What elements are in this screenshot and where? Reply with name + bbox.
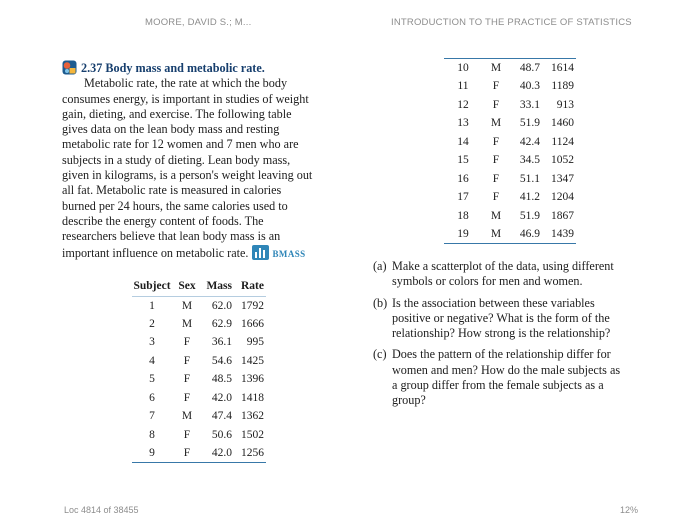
cell-sex: F <box>492 172 500 185</box>
cell-rate: 1425 <box>241 354 264 367</box>
problem-text-line: researchers believe that lean body mass is an <box>62 229 281 244</box>
table-row <box>132 370 266 389</box>
cell-mass: 40.3 <box>519 80 540 93</box>
cell-subject: 3 <box>149 336 155 349</box>
cell-subject: 16 <box>457 172 469 185</box>
problem-text-line: all fat. Metabolic rate is measured in calories <box>62 183 282 198</box>
question-c <box>373 347 653 408</box>
question-label: (c) <box>373 347 387 362</box>
cell-subject: 5 <box>149 373 155 386</box>
cell-mass: 62.0 <box>211 299 232 312</box>
cell-mass: 51.1 <box>519 172 540 185</box>
dataset-link-bmass[interactable]: BMASS <box>272 248 306 259</box>
cell-subject: 18 <box>457 209 469 222</box>
table-row <box>444 188 576 207</box>
question-a <box>373 259 653 290</box>
question-text <box>392 296 610 342</box>
cell-subject: 7 <box>149 410 155 423</box>
cell-subject: 12 <box>457 98 469 111</box>
table-row <box>444 114 576 133</box>
cell-rate: 1204 <box>551 191 574 204</box>
cell-rate: 1418 <box>241 391 264 404</box>
cell-rate: 1052 <box>551 154 574 167</box>
cell-sex: F <box>183 354 191 367</box>
problem-text-line: consumes energy, is important in studies of weight <box>62 91 309 106</box>
cell-sex: F <box>183 373 191 386</box>
cell-mass: 54.6 <box>211 354 232 367</box>
cell-sex: F <box>183 428 191 441</box>
cell-mass: 41.2 <box>519 191 540 204</box>
table-row <box>132 444 266 463</box>
data-table-part-2 <box>444 58 576 244</box>
question-text-line: symbols or colors for men and women. <box>392 274 583 289</box>
table-row <box>132 315 266 334</box>
table-row <box>444 77 576 96</box>
cell-sex: M <box>482 59 510 78</box>
column-header-mass: Mass <box>202 276 232 296</box>
table-row <box>132 426 266 445</box>
cell-sex: M <box>181 410 193 423</box>
table-row <box>444 96 576 115</box>
question-text-line: a group differ from the female subjects as a <box>392 378 604 393</box>
cell-mass: 34.5 <box>519 154 540 167</box>
table-row <box>132 296 266 315</box>
problem-text-last: important influence on metabolic rate. <box>62 245 249 260</box>
question-label: (a) <box>373 259 387 273</box>
cell-rate: 1460 <box>551 117 574 130</box>
exercise-questions <box>373 259 653 415</box>
cell-rate: 1396 <box>241 373 264 386</box>
cell-subject: 15 <box>457 154 469 167</box>
cell-rate: 995 <box>246 336 264 349</box>
cell-sex: M <box>490 117 502 130</box>
table-row <box>444 151 576 170</box>
cell-sex: M <box>482 225 510 244</box>
cell-subject: 9 <box>132 444 172 463</box>
table-row <box>444 207 576 226</box>
question-text-line: relationship? How strong is the relationship? <box>392 326 611 341</box>
problem-text-line: given in kilograms, is a person's weight leaving out <box>62 168 313 183</box>
cell-sex: M <box>181 299 193 312</box>
cell-mass: 46.9 <box>510 225 540 244</box>
question-text-line: women and men? How do the male subjects as <box>392 362 621 377</box>
reading-location: Loc 4814 of 38455 <box>64 505 139 515</box>
cell-subject: 6 <box>149 391 155 404</box>
cell-sex: M <box>490 209 502 222</box>
cell-mass: 48.7 <box>510 59 540 78</box>
cell-subject: 8 <box>149 428 155 441</box>
cell-sex: F <box>492 98 500 111</box>
column-header-subject: Subject <box>132 276 172 296</box>
problem-title: 2.37 Body mass and metabolic rate. <box>81 61 265 75</box>
cell-subject: 1 <box>149 299 155 312</box>
cell-rate: 1124 <box>551 135 574 148</box>
problem-text-line: Metabolic rate, the rate at which the body <box>84 76 288 91</box>
cell-subject: 11 <box>457 80 469 93</box>
cell-rate: 1439 <box>540 225 576 244</box>
cell-subject: 4 <box>149 354 155 367</box>
cell-rate: 1867 <box>551 209 574 222</box>
cell-sex: F <box>492 80 500 93</box>
cell-rate: 1792 <box>241 299 264 312</box>
cell-mass: 42.4 <box>519 135 540 148</box>
problem-text-line: burned per 24 hours, the same calories used to <box>62 198 288 213</box>
cell-mass: 47.4 <box>211 410 232 423</box>
question-label: (b) <box>373 295 388 310</box>
cell-rate: 1347 <box>551 172 574 185</box>
column-header-sex: Sex <box>172 276 202 296</box>
question-text-line: Make a scatterplot of the data, using different <box>392 259 614 273</box>
question-text-line: Does the pattern of the relationship differ for <box>392 347 611 362</box>
table-row <box>132 352 266 371</box>
table-row <box>444 133 576 152</box>
cell-subject: 10 <box>444 59 482 78</box>
question-b <box>373 296 653 342</box>
cell-rate: 1256 <box>232 444 266 463</box>
table-row <box>132 389 266 408</box>
question-text-line: positive or negative? What is the form of the <box>392 310 610 325</box>
cell-rate: 913 <box>556 98 574 111</box>
table-header-row <box>132 276 266 296</box>
cell-mass: 42.0 <box>202 444 232 463</box>
problem-text-line: metabolic rate for 12 women and 7 men who are <box>62 137 299 152</box>
question-text-line: Is the association between these variables <box>392 295 595 310</box>
cell-mass: 51.9 <box>519 117 540 130</box>
table-row <box>132 333 266 352</box>
cell-mass: 33.1 <box>519 98 540 111</box>
question-text <box>392 347 620 408</box>
data-table-part-1 <box>132 276 266 463</box>
cell-sex: F <box>172 444 202 463</box>
question-text-line: group? <box>392 393 426 408</box>
cell-subject: 13 <box>457 117 469 130</box>
table-row <box>444 225 576 244</box>
cell-sex: F <box>183 391 191 404</box>
cell-sex: F <box>492 135 500 148</box>
problem-text-line: describe the energy content of foods. The <box>62 213 264 228</box>
column-header-rate: Rate <box>232 276 266 296</box>
problem-text-line-last <box>62 245 344 262</box>
reading-progress-percent: 12% <box>619 505 638 515</box>
cell-mass: 51.9 <box>519 209 540 222</box>
cell-rate: 1502 <box>241 428 264 441</box>
question-text <box>392 259 614 290</box>
problem-text-line: gives data on the lean body mass and resting <box>62 122 280 137</box>
problem-text-line: subjects in a study of dieting. Lean body mass, <box>62 152 291 167</box>
header-book-author: MOORE, DAVID S.; M... <box>145 17 252 28</box>
problem-text-line: gain, dieting, and exercise. The following table <box>62 106 292 121</box>
cell-mass: 48.5 <box>211 373 232 386</box>
cell-subject: 17 <box>457 191 469 204</box>
cell-rate: 1614 <box>540 59 576 78</box>
dataset-icon[interactable] <box>252 245 269 260</box>
header-book-title: INTRODUCTION TO THE PRACTICE OF STATISTICS <box>391 17 632 28</box>
cell-mass: 36.1 <box>211 336 232 349</box>
cell-rate: 1362 <box>241 410 264 423</box>
cell-rate: 1666 <box>241 317 264 330</box>
cell-sex: F <box>492 191 500 204</box>
cell-mass: 50.6 <box>211 428 232 441</box>
problem-title-line <box>62 60 344 76</box>
cell-subject: 19 <box>444 225 482 244</box>
problem-2-37 <box>62 60 344 262</box>
table-row <box>444 170 576 189</box>
cell-sex: M <box>181 317 193 330</box>
cell-mass: 42.0 <box>211 391 232 404</box>
applet-icon[interactable] <box>62 60 77 75</box>
cell-subject: 14 <box>457 135 469 148</box>
table-row <box>132 407 266 426</box>
cell-sex: F <box>492 154 500 167</box>
cell-rate: 1189 <box>551 80 574 93</box>
cell-mass: 62.9 <box>211 317 232 330</box>
cell-sex: F <box>183 336 191 349</box>
table-row <box>444 59 576 78</box>
cell-subject: 2 <box>149 317 155 330</box>
